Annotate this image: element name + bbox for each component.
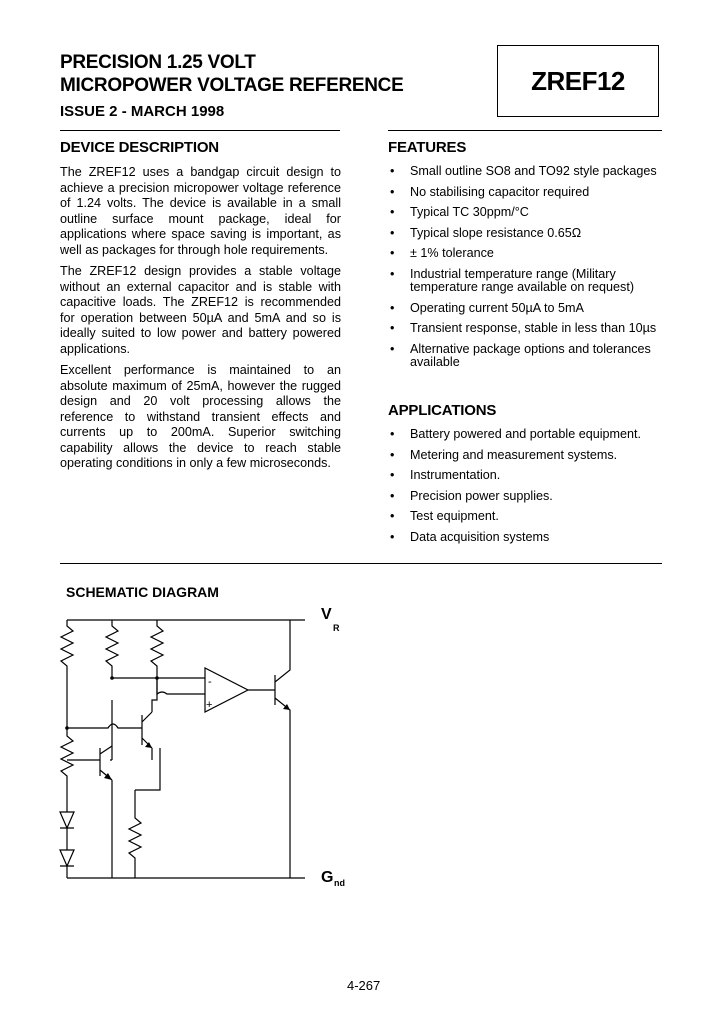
bullet-icon: • [390,300,395,315]
feature-item [388,268,663,295]
page-number: 4-267 [347,978,381,993]
feature-text: Typical slope resistance 0.65Ω [410,225,582,240]
bullet-icon: • [390,427,395,441]
wire-link [67,724,142,728]
features-heading: FEATURES [388,139,467,156]
bullet-icon: • [390,205,395,219]
q2-arrow [145,742,152,748]
bullet-icon: • [390,321,395,335]
transistor-q3 [110,700,112,760]
feature-item [388,227,663,241]
application-item [388,510,663,524]
diode-2 [60,850,74,866]
bullet-icon: • [390,468,395,482]
description-paragraph: Excellent performance is maintained to an absolute maximum of 25mA, however the rugged design and 20 volt processing allows the reference to withstand transient effects and currents up to 200mA. Superior switching capability allows the device to reach stable operating conditions in only a few microseconds. [60,363,341,470]
feature-item [388,247,663,261]
rule-features [388,130,662,131]
feature-text: Industrial temperature range (Military temperature range available on request) [410,266,635,294]
applications-heading: APPLICATIONS [388,402,497,419]
bullet-icon: • [390,509,395,523]
application-text: Precision power supplies. [410,488,553,503]
application-text: Metering and measurement systems. [410,447,618,462]
issue-date: ISSUE 2 - MARCH 1998 [60,103,225,120]
feature-item [388,206,663,220]
description-body [60,165,341,478]
bullet-icon: • [390,341,395,356]
description-paragraph: The ZREF12 design provides a stable voltage without an external capacitor and is stable with capacitive loads. The ZREF12 is recommended for operation between 50µA and 5mA and so is ideally suited to low power and battery powered applications. [60,264,341,356]
feature-text: No stabilising capacitor required [410,184,590,199]
application-item [388,531,663,545]
feature-text: Operating current 50µA to 5mA [410,300,584,315]
gnd-subscript: nd [334,878,345,888]
application-text: Test equipment. [410,509,499,523]
resistor-left-lower [61,728,73,790]
junction-dot [155,676,159,680]
bullet-icon: • [390,529,395,544]
feature-item [388,302,663,316]
resistor-bottom [129,790,141,878]
diode-1 [60,812,74,828]
feature-text: ± 1% tolerance [410,246,494,260]
bullet-icon: • [390,266,395,281]
part-number: ZREF12 [531,65,625,96]
resistor-left [61,620,73,728]
application-text: Instrumentation. [410,468,501,482]
bullet-icon: • [390,184,395,199]
applications-list [388,428,663,551]
description-paragraph: The ZREF12 uses a bandgap circuit design to achieve a precision micropower voltage reference of 1.24 volts. The device is available in a small outline surface mount package, ideal for applications where space saving is important, as well as packages for through hole requirements. [60,165,341,257]
bullet-icon: • [390,246,395,260]
application-text: Data acquisition systems [410,529,550,544]
description-heading: DEVICE DESCRIPTION [60,139,219,156]
junction-dot [65,726,69,730]
application-item [388,428,663,442]
feature-text: Alternative package options and tolerances available [410,341,651,369]
opamp-plus: + [206,699,213,711]
resistor-right [151,620,163,678]
feature-item [388,186,663,200]
opamp-minus: - [208,676,212,688]
part-number-box [497,45,659,117]
bullet-icon: • [390,164,395,178]
schematic-heading: SCHEMATIC DIAGRAM [66,584,219,600]
bullet-icon: • [390,488,395,503]
wire-noninverting [157,678,205,694]
bullet-icon: • [390,225,395,240]
junction-dot [110,676,114,680]
bullet-icon: • [390,447,395,462]
title-line-2: MICROPOWER VOLTAGE REFERENCE [60,75,404,96]
vr-label: V [321,606,332,623]
application-item [388,490,663,504]
application-item [388,449,663,463]
feature-text: Small outline SO8 and TO92 style packages [410,164,657,178]
application-item [388,469,663,483]
feature-text: Typical TC 30ppm/°C [410,205,529,219]
wire-drop [135,748,160,790]
rule-description [60,130,340,131]
title-line-1: PRECISION 1.25 VOLT [60,52,256,73]
application-text: Battery powered and portable equipment. [410,427,642,441]
schematic-diagram [55,600,335,885]
output-transistor [275,620,290,878]
rule-schematic [60,563,662,564]
features-list [388,165,663,377]
feature-item [388,343,663,370]
transistor-q2 [142,678,157,760]
gnd-label: G [321,869,334,886]
feature-item [388,165,663,179]
feature-item [388,322,663,336]
resistor-mid [106,620,118,678]
vr-subscript: R [333,623,340,633]
feature-text: Transient response, stable in less than 10µs [410,321,657,335]
